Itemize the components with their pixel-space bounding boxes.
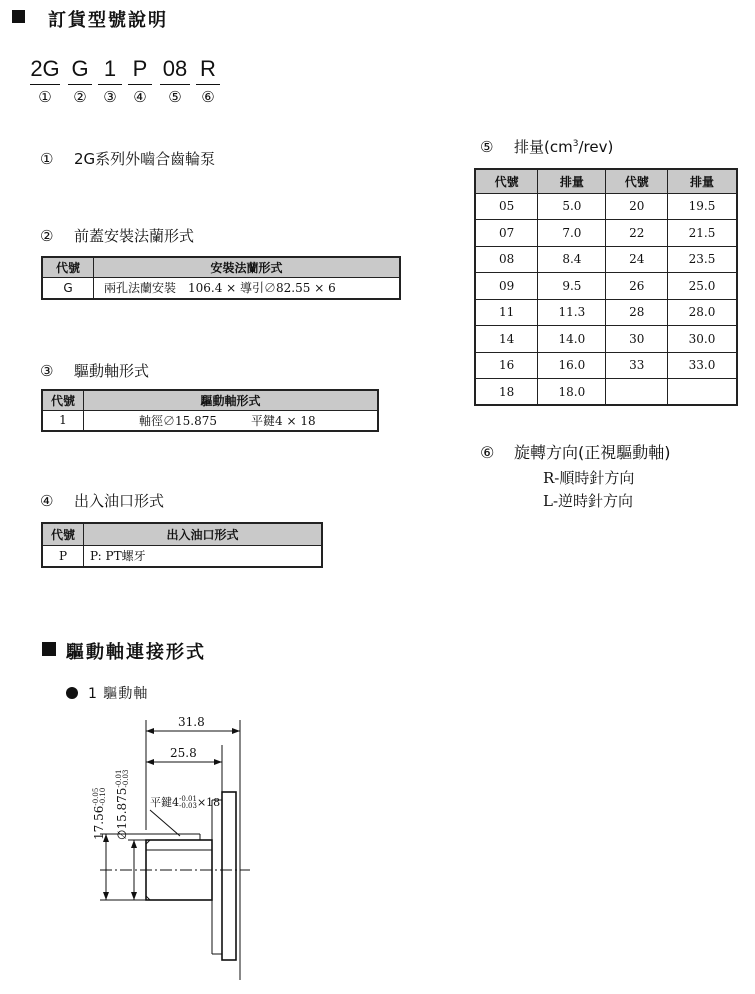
section-2-heading [40,225,194,246]
shaft-key-text: 平鍵4 × 18 [251,413,316,428]
table-header: 驅動軸形式 [84,390,379,410]
bullet-dot [66,687,78,699]
code-part-6: R [200,56,216,81]
table-cell: 20 [606,193,668,220]
displacement-table [474,168,738,406]
shaft-bullet-square [42,642,56,656]
table-cell: 1 [42,410,84,431]
table-cell: 28.0 [668,299,737,326]
code-part-1: 2G [30,56,60,81]
table-cell: 08 [475,246,538,273]
table-header: 出入油口形式 [84,523,323,545]
section-number: ⑤ [480,138,494,156]
table-cell [606,379,668,406]
code-part-2: G [71,56,89,81]
table-cell: 30.0 [668,326,737,353]
section-number: ⑥ [480,443,495,462]
section-label: 2G系列外嚙合齒輪泵 [74,150,216,168]
table-header: 安裝法蘭形式 [94,257,401,277]
code-index-2: ② [73,88,87,106]
table-cell: 19.5 [668,193,737,220]
table-cell: 33 [606,352,668,379]
section-4-heading [40,490,164,511]
table-cell: 21.5 [668,220,737,247]
table-cell: 11 [475,299,538,326]
table-cell: 07 [475,220,538,247]
shaft-table [41,389,379,432]
code-part-5: 08 [162,56,188,81]
table-row [475,379,737,406]
table-header: 代號 [42,390,84,410]
table-cell: P [42,545,84,567]
section-label: 排量$(cm^3/rev)$ [514,138,614,156]
table-row [475,299,737,326]
dim-diameter: ∅15.875 -0.01 -0.03 [114,769,130,840]
title-bullet-square [12,10,25,23]
dim-height: 17.56 -0.05 -0.10 [91,787,107,840]
table-cell: 7.0 [538,220,606,247]
dim-total-length: 31.8 [178,715,205,729]
shaft-section-title: 驅動軸連接形式 [66,642,206,663]
code-index-4: ④ [133,88,147,106]
table-cell: 16.0 [538,352,606,379]
table-header: 代號 [475,169,538,193]
table-cell: 09 [475,273,538,300]
table-cell: 05 [475,193,538,220]
code-underline [68,84,92,85]
section-label: 前蓋安裝法蘭形式 [74,227,195,245]
code-index-5: ⑤ [168,88,182,106]
dim-key: 平鍵4 -0.01 -0.03 ×18 [150,795,221,810]
table-cell: 30 [606,326,668,353]
code-underline [98,84,122,85]
flange-table [41,256,401,300]
table-row [475,273,737,300]
table-cell: 11.3 [538,299,606,326]
table-cell: 16 [475,352,538,379]
table-header: 排量 [668,169,737,193]
table-cell: 25.0 [668,273,737,300]
table-cell: 5.0 [538,193,606,220]
table-row [475,193,737,220]
dim-shaft-length: 25.8 [170,746,197,760]
rotation-line-l: L-逆時針方向 [543,492,634,510]
table-row [475,326,737,353]
table-header: 排量 [538,169,606,193]
section-label: 驅動軸形式 [74,362,150,380]
code-index-3: ③ [103,88,117,106]
table-cell: 28 [606,299,668,326]
section-1-heading [40,148,215,169]
shaft-diameter-text: 軸徑∅15.875 [139,413,217,428]
table-row [475,246,737,273]
section-label: 出入油口形式 [74,492,165,510]
code-index-6: ⑥ [201,88,215,106]
code-part-4: P [132,56,148,81]
table-cell: 18.0 [538,379,606,406]
section-number: ③ [40,362,54,380]
code-part-3: 1 [103,56,117,81]
table-row [475,352,737,379]
section-number: ② [40,227,54,245]
table-cell: 26 [606,273,668,300]
section-6-heading [480,440,671,463]
table-row [475,220,737,247]
table-cell: P: PT螺牙 [84,545,323,567]
table-cell: 22 [606,220,668,247]
shaft-drawing [0,710,260,990]
code-underline [160,84,190,85]
section-number: ④ [40,492,54,510]
table-cell: 9.5 [538,273,606,300]
code-underline [196,84,220,85]
port-table [41,522,323,568]
table-cell: 23.5 [668,246,737,273]
code-underline [128,84,152,85]
table-cell: 18 [475,379,538,406]
table-cell: 24 [606,246,668,273]
table-cell: 兩孔法蘭安裝 106.4 × 導引∅82.55 × 6 [94,277,401,299]
table-header: 代號 [42,523,84,545]
table-cell: G [42,277,94,299]
page-title: 訂貨型號說明 [48,10,168,31]
rotation-line-r: R-順時針方向 [543,469,635,487]
code-underline [30,84,60,85]
table-cell: 14 [475,326,538,353]
table-header: 代號 [42,257,94,277]
section-label: 旋轉方向(正視驅動軸) [514,443,671,462]
section-number: ① [40,150,54,168]
table-cell: 33.0 [668,352,737,379]
code-index-1: ① [38,88,52,106]
section-3-heading [40,360,149,381]
table-cell [668,379,737,406]
table-cell: 8.4 [538,246,606,273]
table-cell: 14.0 [538,326,606,353]
table-header: 代號 [606,169,668,193]
shaft-subtitle: 1 驅動軸 [88,686,149,702]
section-5-heading [480,136,613,157]
table-cell [84,410,379,431]
